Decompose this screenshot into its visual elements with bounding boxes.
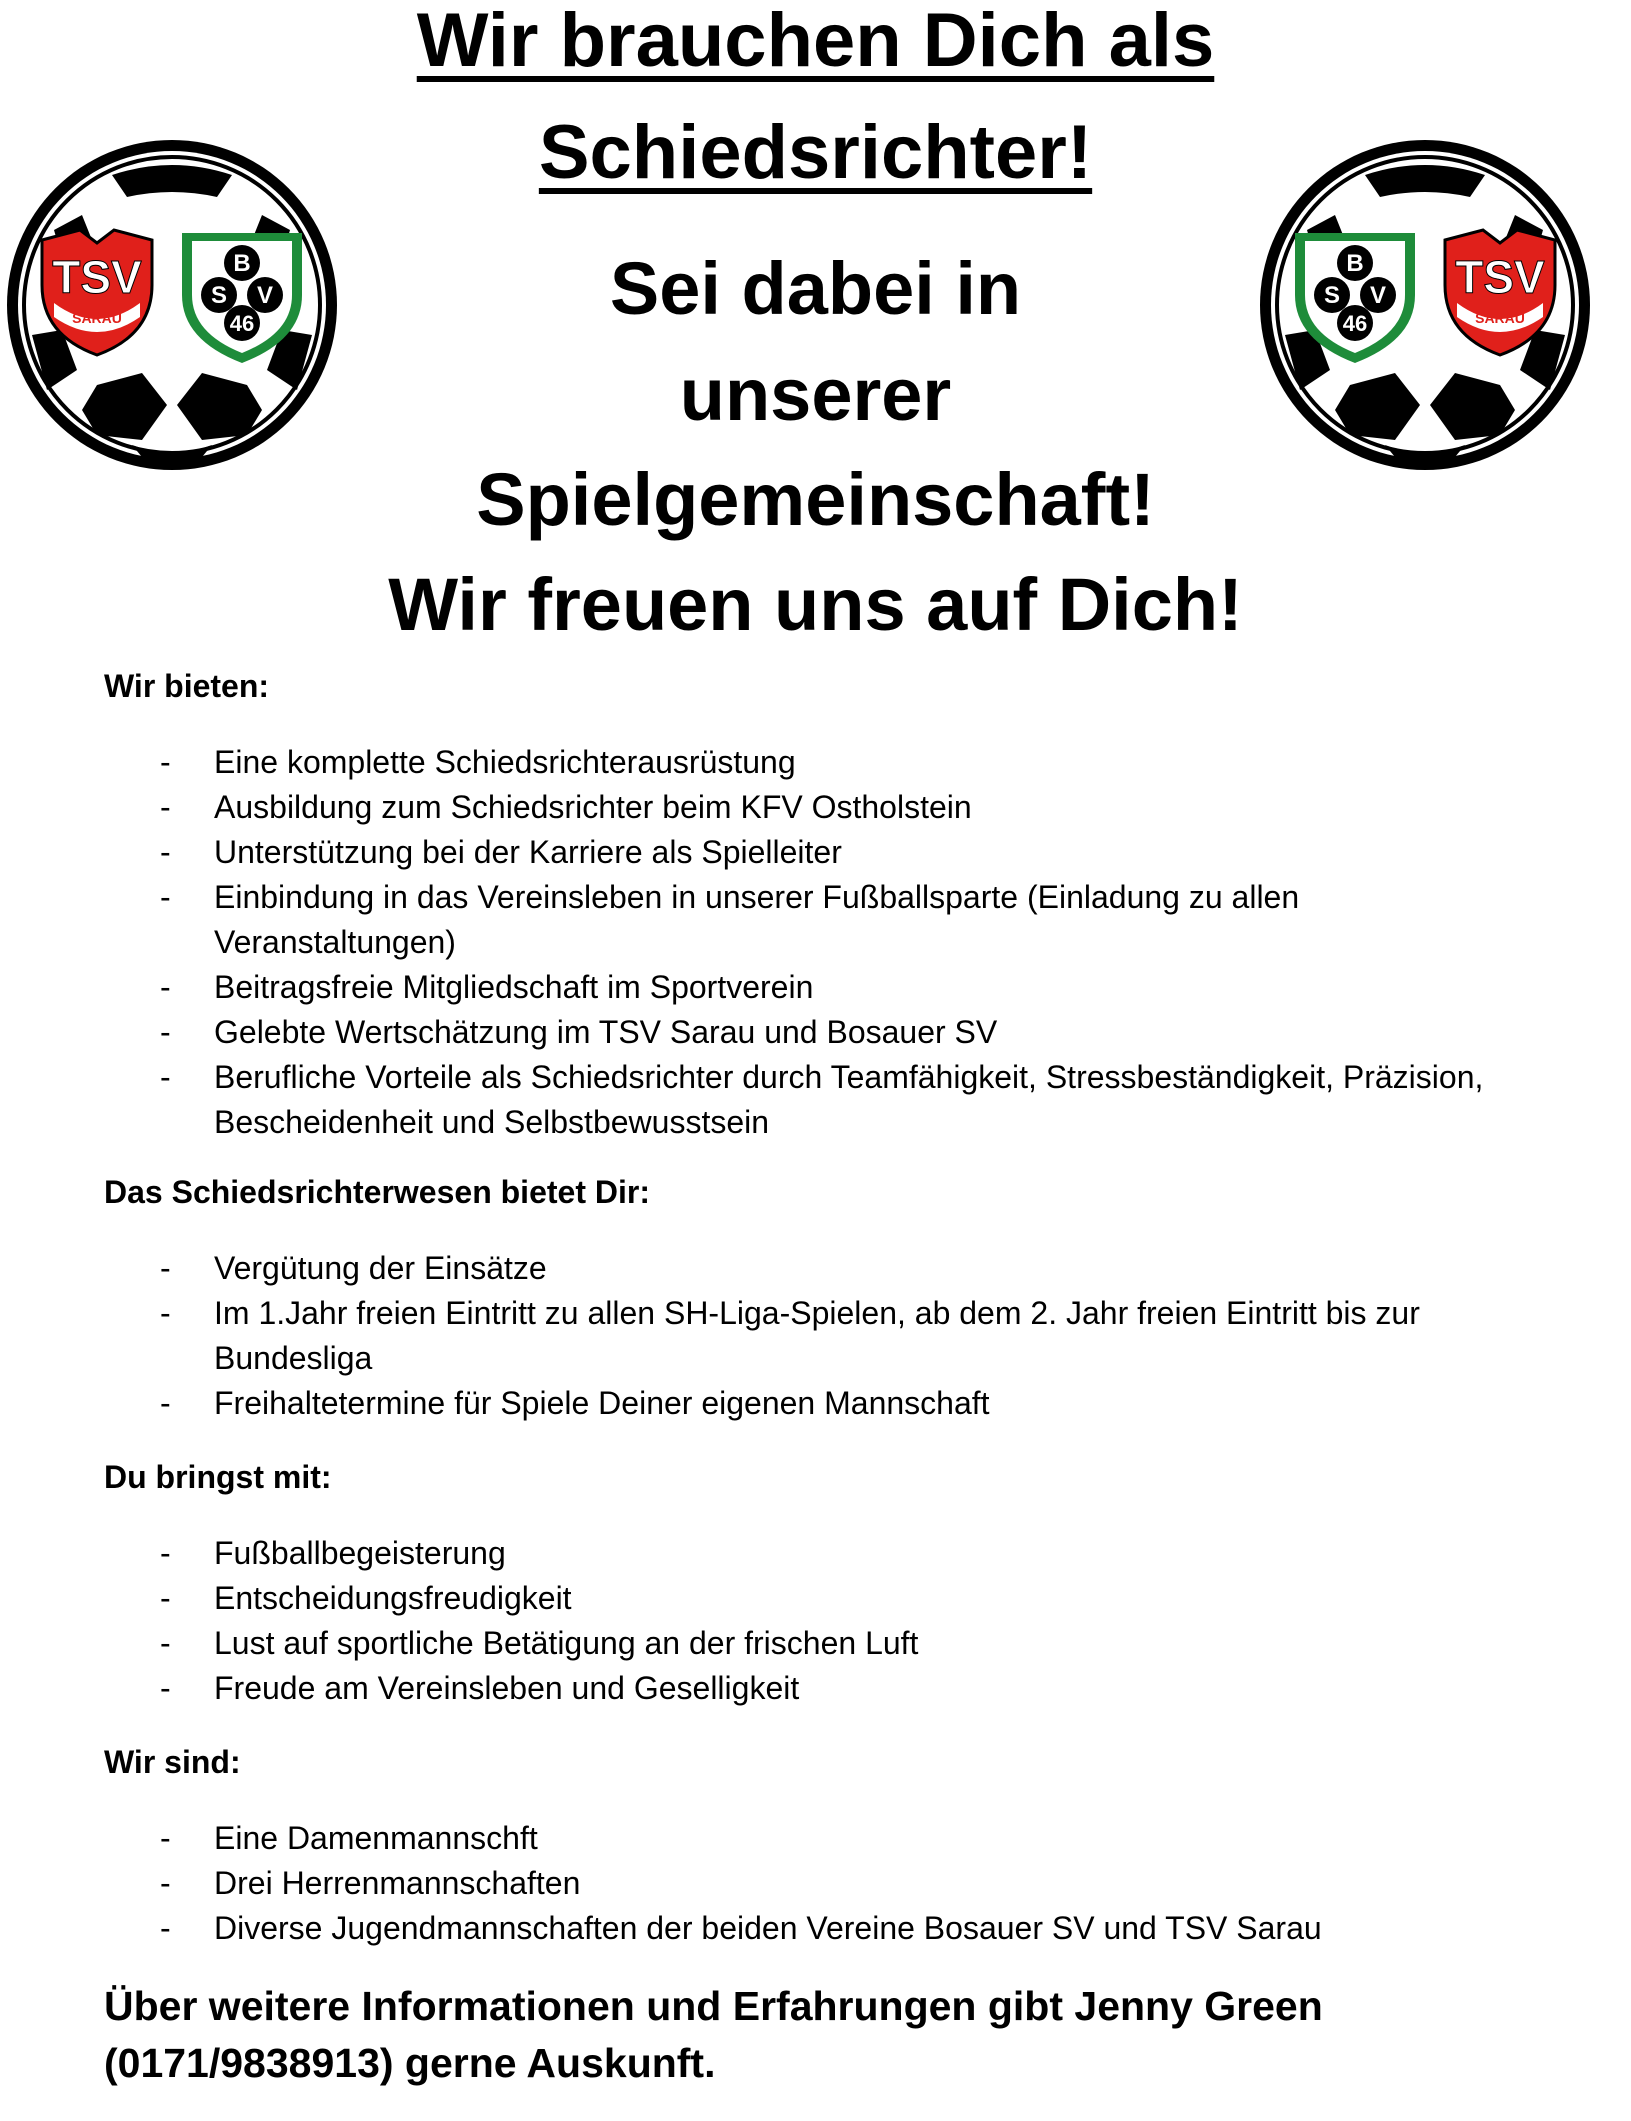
section-heading-we-are: Wir sind: <box>104 1744 241 1780</box>
subtitle-line-4: Wir freuen uns auf Dich! <box>388 563 1243 646</box>
page-title-line-2: Schiedsrichter! <box>538 110 1093 195</box>
list-item: - Berufliche Vorteile als Schiedsrichter durch Teamfähigkeit, Stressbeständigkeit, Präzision, Bescheidenheit und Selbstbewusstsein <box>0 1055 1631 1145</box>
bsv-crest-v: V <box>256 282 274 309</box>
list-item: - Freude am Vereinsleben und Geselligkeit <box>0 1666 1631 1711</box>
list-item: - Fußballbegeisterung <box>0 1531 1631 1576</box>
list-dash: - <box>160 1865 171 1901</box>
page-title-line-1: Wir brauchen Dich als <box>416 0 1215 83</box>
club-logo-right <box>1255 135 1595 475</box>
list-item: - Ausbildung zum Schiedsrichter beim KFV Ostholstein <box>0 785 1631 830</box>
contact-footer: Über weitere Informationen und Erfahrungen gibt Jenny Green (0171/9838913) gerne Auskunft. <box>104 1983 1323 2086</box>
list-dash: - <box>160 1295 171 1331</box>
tsv-crest-subtext: SARAU <box>1475 310 1525 326</box>
section-heading-bring: Du bringst mit: <box>104 1459 332 1495</box>
list-item: - Gelebte Wertschätzung im TSV Sarau und Bosauer SV <box>0 1010 1631 1055</box>
list-dash: - <box>160 1014 171 1050</box>
tsv-crest-text: TSV <box>52 251 142 303</box>
list-dash: - <box>160 1670 171 1706</box>
list-dash: - <box>160 879 171 915</box>
referee-list <box>0 1246 1631 1426</box>
bsv-crest-v: V <box>1369 282 1387 309</box>
list-dash: - <box>160 789 171 825</box>
list-dash: - <box>160 834 171 870</box>
list-item: - Diverse Jugendmannschaften der beiden Vereine Bosauer SV und TSV Sarau <box>0 1906 1631 1951</box>
list-item: - Im 1.Jahr freien Eintritt zu allen SH-Liga-Spielen, ab dem 2. Jahr freien Eintritt bis zur Bundesliga <box>0 1291 1631 1381</box>
bsv-crest-b: B <box>1346 250 1364 277</box>
list-dash: - <box>160 1580 171 1616</box>
club-logo-left <box>2 135 342 475</box>
bsv-crest-number: 46 <box>1342 311 1368 336</box>
list-item: - Eine Damenmannschft <box>0 1816 1631 1861</box>
list-dash: - <box>160 1385 171 1421</box>
list-item: - Einbindung in das Vereinsleben in unserer Fußballsparte (Einladung zu allen Veranstaltungen) <box>0 875 1631 965</box>
list-dash: - <box>160 1820 171 1856</box>
bring-list <box>0 1531 1631 1711</box>
list-item: - Beitragsfreie Mitgliedschaft im Sportverein <box>0 965 1631 1010</box>
subtitle-line-3: Spielgemeinschaft! <box>476 458 1155 541</box>
list-item: - Entscheidungsfreudigkeit <box>0 1576 1631 1621</box>
list-item: - Drei Herrenmannschaften <box>0 1861 1631 1906</box>
offer-list <box>0 740 1631 1145</box>
list-item: - Vergütung der Einsätze <box>0 1246 1631 1291</box>
list-dash: - <box>160 1535 171 1571</box>
bsv-crest-number: 46 <box>229 311 255 336</box>
list-item: - Eine komplette Schiedsrichterausrüstung <box>0 740 1631 785</box>
list-dash: - <box>160 969 171 1005</box>
list-dash: - <box>160 1250 171 1286</box>
list-dash: - <box>160 744 171 780</box>
subtitle-line-1: Sei dabei in <box>609 247 1022 330</box>
list-item: - Freihaltetermine für Spiele Deiner eigenen Mannschaft <box>0 1381 1631 1426</box>
we-are-list <box>0 1816 1631 1951</box>
section-heading-referee: Das Schiedsrichterwesen bietet Dir: <box>104 1174 650 1210</box>
bsv-crest-b: B <box>233 250 251 277</box>
list-dash: - <box>160 1625 171 1661</box>
list-item: - Lust auf sportliche Betätigung an der frischen Luft <box>0 1621 1631 1666</box>
tsv-crest-text: TSV <box>1455 251 1545 303</box>
section-heading-offer: Wir bieten: <box>104 668 270 704</box>
list-item: - Unterstützung bei der Karriere als Spielleiter <box>0 830 1631 875</box>
bsv-crest-s: S <box>210 282 228 309</box>
subtitle-line-2: unserer <box>679 353 952 436</box>
tsv-crest-subtext: SARAU <box>72 310 122 326</box>
list-dash: - <box>160 1910 171 1946</box>
list-dash: - <box>160 1059 171 1095</box>
bsv-crest-s: S <box>1323 282 1341 309</box>
